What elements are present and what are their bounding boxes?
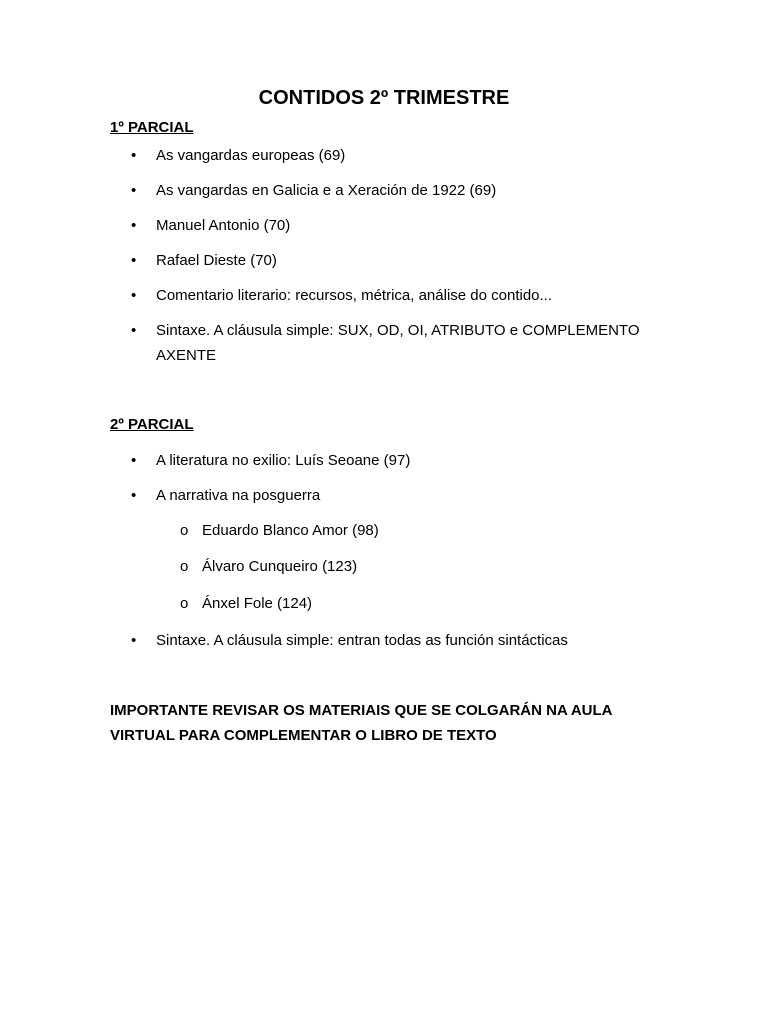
section-heading-parcial-2: 2º PARCIAL (110, 416, 194, 433)
sub-list-item-text: Ánxel Fole (124) (202, 595, 313, 612)
list-item-text: A narrativa na posguerra (156, 487, 321, 504)
list-item-text: A literatura no exilio: Luís Seoane (97) (156, 452, 411, 469)
page-title: CONTIDOS 2º TRIMESTRE (258, 87, 510, 109)
list-item-text: Sintaxe. A cláusula simple: SUX, OD, OI, ATRIBUTO e COMPLEMENTO AXENTE (156, 322, 640, 364)
list-item-text: As vangardas europeas (69) (156, 147, 346, 164)
bullet-icon: • (131, 322, 137, 339)
list-item-text: As vangardas en Galicia e a Xeración de 1922 (69) (156, 182, 497, 199)
sub-list-item-text: Álvaro Cunqueiro (123) (202, 558, 358, 575)
sub-list-item-text: Eduardo Blanco Amor (98) (202, 522, 379, 539)
bullet-icon: • (131, 487, 137, 504)
circle-bullet-icon: o (180, 522, 189, 539)
bullet-icon: • (131, 632, 137, 649)
bullet-icon: • (131, 452, 137, 469)
bullet-icon: • (131, 217, 137, 234)
list-item-text: Rafael Dieste (70) (156, 252, 277, 269)
bullet-icon: • (131, 182, 137, 199)
section-heading-parcial-1: 1º PARCIAL (110, 119, 194, 136)
list-item-text: Comentario literario: recursos, métrica, análise do contido... (156, 287, 553, 304)
circle-bullet-icon: o (180, 558, 189, 575)
bullet-icon: • (131, 287, 137, 304)
important-note: IMPORTANTE REVISAR OS MATERIAIS QUE SE COLGARÁN NA AULA VIRTUAL PARA COMPLEMENTAR O LIBRO DE TEXTO (110, 702, 612, 744)
bullet-icon: • (131, 147, 137, 164)
bullet-icon: • (131, 252, 137, 269)
list-item-text: Sintaxe. A cláusula simple: entran todas as función sintácticas (156, 632, 568, 649)
list-item-text: Manuel Antonio (70) (156, 217, 291, 234)
circle-bullet-icon: o (180, 595, 189, 612)
